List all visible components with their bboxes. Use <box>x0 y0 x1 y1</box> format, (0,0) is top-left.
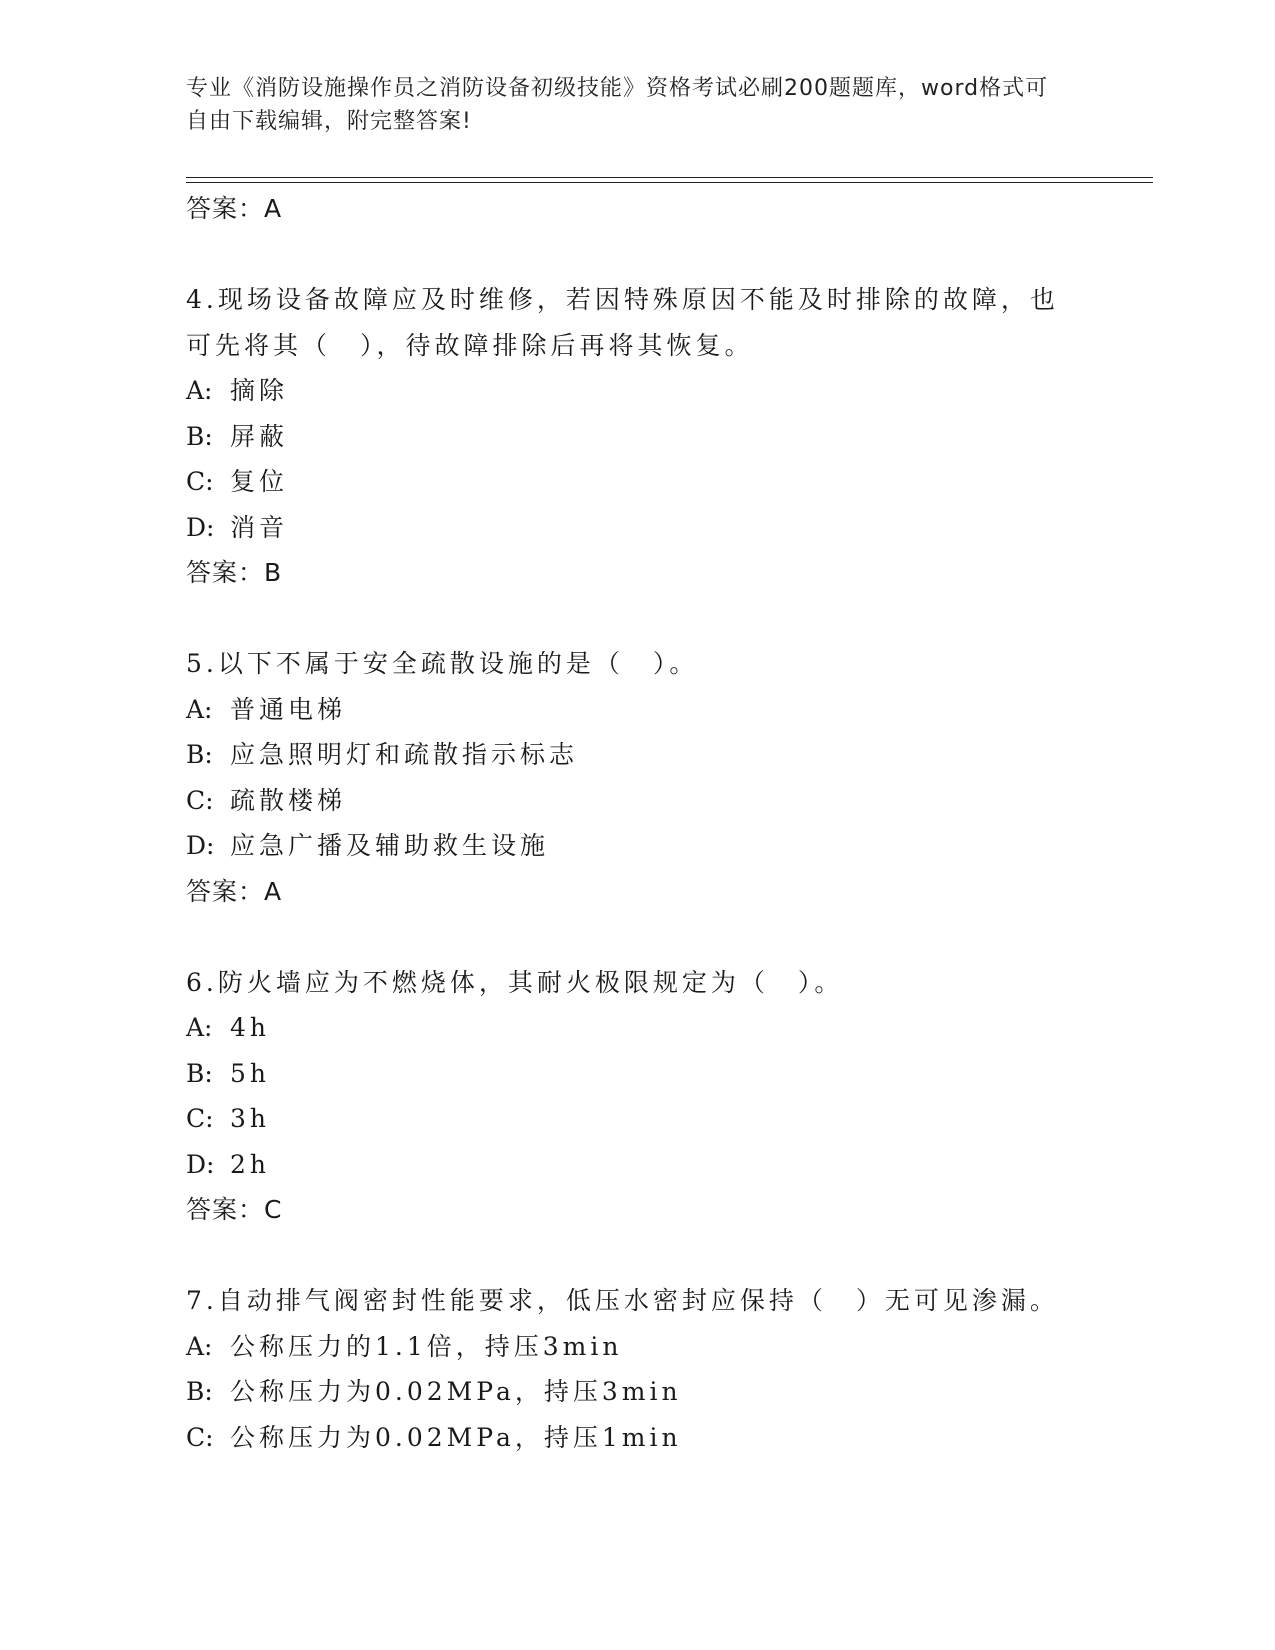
option-letter: A: <box>186 1331 213 1361</box>
option-letter: C: <box>186 467 214 496</box>
option-text: 复位 <box>230 467 289 496</box>
option-c <box>186 1415 1086 1461</box>
option-d <box>186 1142 1086 1188</box>
option-letter: C: <box>186 785 214 815</box>
option-letter: C: <box>186 1422 214 1452</box>
option-letter: C: <box>186 1104 214 1133</box>
question-5 <box>186 641 1086 914</box>
option-letter: A: <box>186 376 213 405</box>
option-a <box>186 1324 1086 1370</box>
option-c <box>186 778 1086 824</box>
option-d <box>186 505 1086 551</box>
option-a <box>186 1005 1086 1051</box>
option-text: 2h <box>230 1149 271 1179</box>
question-text: 6.防火墙应为不燃烧体，其耐火极限规定为（ ）。 <box>186 967 844 997</box>
question-text: 5.以下不属于安全疏散设施的是（ ）。 <box>186 649 699 678</box>
page-header: 专业《消防设施操作员之消防设备初级技能》资格考试必刷200题题库，word格式可自由下载编辑，附完整答案! <box>186 76 1049 134</box>
option-a <box>186 368 1086 414</box>
question-6 <box>186 960 1086 1233</box>
answer: 答案：A <box>186 876 283 906</box>
option-d <box>186 823 1086 869</box>
option-letter: A: <box>186 1013 213 1042</box>
option-letter: D: <box>186 512 215 542</box>
option-text: 公称压力为0.02MPa，持压3min <box>230 1377 682 1406</box>
option-text: 屏蔽 <box>230 421 289 451</box>
answer: 答案：C <box>186 1195 283 1224</box>
option-a <box>186 687 1086 733</box>
header-rule-bottom <box>186 182 1153 183</box>
option-text: 应急照明灯和疏散指示标志 <box>230 740 579 769</box>
option-text: 消音 <box>230 512 289 542</box>
option-letter: B: <box>186 1058 213 1088</box>
option-letter: A: <box>186 694 213 724</box>
option-text: 普通电梯 <box>230 694 347 724</box>
question-7 <box>186 1278 1086 1460</box>
option-letter: D: <box>186 1149 215 1179</box>
option-text: 3h <box>230 1104 271 1133</box>
option-letter: D: <box>186 831 215 860</box>
option-text: 5h <box>230 1058 271 1088</box>
option-letter: B: <box>186 421 213 451</box>
option-text: 公称压力为0.02MPa，持压1min <box>230 1422 682 1452</box>
option-text: 4h <box>230 1013 271 1042</box>
question-list <box>186 186 1086 1460</box>
question-text: 7.自动排气阀密封性能要求，低压水密封应保持（ ）无可见渗漏。 <box>186 1286 1059 1315</box>
previous-answer: 答案：A <box>186 194 283 223</box>
option-b <box>186 414 1086 460</box>
option-text: 应急广播及辅助救生设施 <box>230 831 550 860</box>
option-b <box>186 1051 1086 1097</box>
option-b <box>186 1369 1086 1415</box>
option-text: 公称压力的1.1倍，持压3min <box>230 1331 623 1361</box>
question-4 <box>186 277 1086 595</box>
option-text: 疏散楼梯 <box>230 785 347 815</box>
option-c <box>186 459 1086 505</box>
header-rule-top <box>186 177 1153 178</box>
option-b <box>186 732 1086 778</box>
option-letter: B: <box>186 740 213 769</box>
option-text: 摘除 <box>230 376 289 405</box>
question-text: 4.现场设备故障应及时维修，若因特殊原因不能及时排除的故障，也可先将其（ ），待故障排除后再将其恢复。 <box>186 285 1059 360</box>
answer: 答案：B <box>186 558 283 587</box>
option-c <box>186 1096 1086 1142</box>
option-letter: B: <box>186 1377 213 1406</box>
